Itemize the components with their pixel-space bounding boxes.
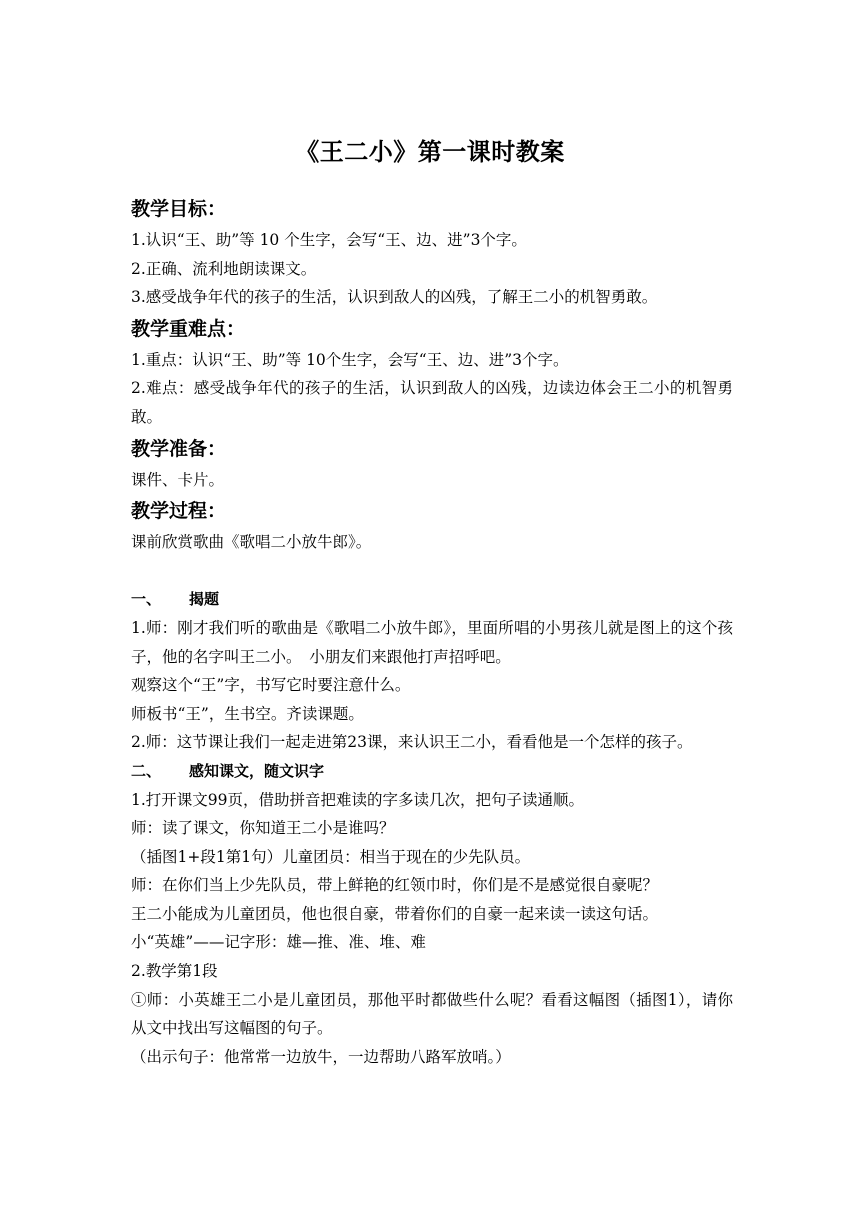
paragraph: （插图1+段1第1句）儿童团员：相当于现在的少先队员。 xyxy=(131,847,531,866)
step-title: 感知课文，随文识字 xyxy=(189,761,325,780)
paragraph: 1.打开课文99页，借助拼音把难读的字多读几次，把句子读通顺。 xyxy=(131,790,585,809)
paragraph: ①师：小英雄王二小是儿童团员，那他平时都做些什么呢？看看这幅图（插图1），请你从文中找出写这幅图的句子。 xyxy=(131,990,733,1038)
paragraph: （出示句子：他常常一边放牛，一边帮助八路军放哨。） xyxy=(131,1047,511,1066)
paragraph: 1.师：刚才我们听的歌曲是《歌唱二小放牛郎》，里面所唱的小男孩儿就是图上的这个孩子，他的名字叫王二小。 小朋友们来跟他打声招呼吧。 xyxy=(131,618,733,666)
objective-item: 2.正确、流利地朗读课文。 xyxy=(131,259,317,278)
paragraph: 观察这个“王”字，书写它时要注意什么。 xyxy=(131,676,411,695)
step-number: 二、 xyxy=(131,761,162,780)
paragraph: 王二小能成为儿童团员，他也很自豪，带着你们的自豪一起来读一读这句话。 xyxy=(131,904,659,923)
paragraph: 师：读了课文，你知道王二小是谁吗？ xyxy=(131,819,395,838)
paragraph: 2.师：这节课让我们一起走进第23课，来认识王二小，看看他是一个怎样的孩子。 xyxy=(131,733,693,752)
paragraph: 师：在你们当上少先队员，带上鲜艳的红领巾时，你们是不是感觉很自豪呢？ xyxy=(131,876,659,895)
objective-item: 1.认识“王、助”等 10 个生字，会写“王、边、进”3个字。 xyxy=(131,231,527,249)
paragraph: 师板书“王”，生书空。齐读课题。 xyxy=(131,704,364,723)
paragraph: 2.教学第1段 xyxy=(131,962,218,981)
blank-line xyxy=(131,557,733,586)
paragraph: 小“英雄”——记字形：雄—推、准、堆、难 xyxy=(131,933,426,952)
process-heading: 教学过程： xyxy=(131,500,227,523)
key-points-heading: 教学重难点： xyxy=(131,317,246,340)
page-title: 《王二小》第一课时教案 xyxy=(295,138,565,166)
preparation-text: 课件、卡片。 xyxy=(131,470,225,489)
step-one-heading xyxy=(131,585,733,614)
process-intro: 课前欣赏歌曲《歌唱二小放牛郎》。 xyxy=(131,533,372,552)
objectives-heading: 教学目标： xyxy=(131,198,227,220)
document-body xyxy=(131,192,733,1071)
step-two-heading xyxy=(131,757,733,786)
key-point-item: 1.重点：认识“王、助”等 10个生字，会写“王、边、进”3个字。 xyxy=(131,350,569,369)
step-title: 揭题 xyxy=(189,590,220,609)
key-point-item: 2.难点：感受战争年代的孩子的生活，认识到敌人的凶残，边读边体会王二小的机智勇敢。 xyxy=(131,379,733,426)
preparation-heading: 教学准备： xyxy=(131,437,227,460)
objective-item: 3.感受战争年代的孩子的生活，认识到敌人的凶残，了解王二小的机智勇敢。 xyxy=(131,288,658,307)
step-number: 一、 xyxy=(131,590,162,609)
